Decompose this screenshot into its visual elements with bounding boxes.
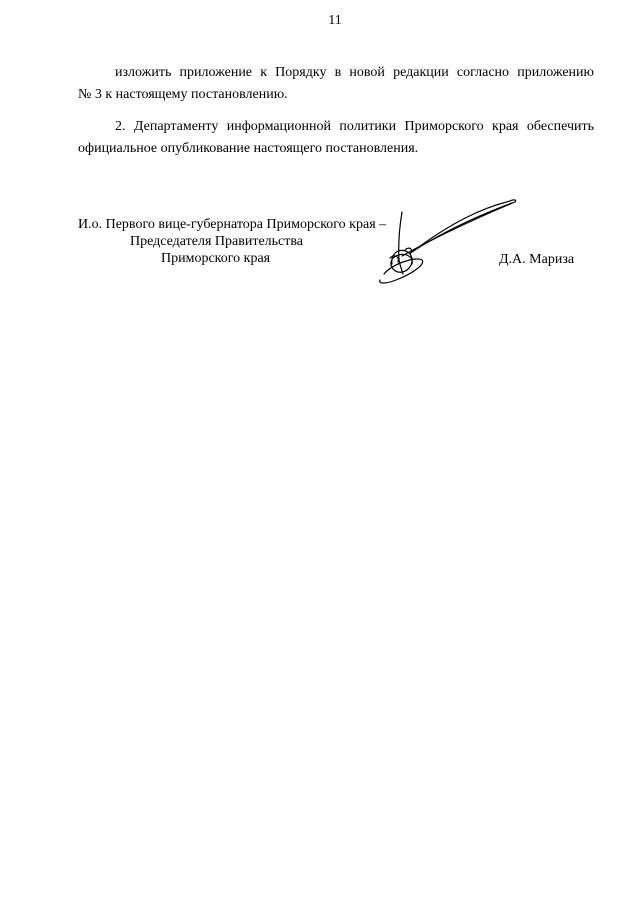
page-number: 11	[328, 13, 342, 28]
signatory-position-line-3: Приморского края	[161, 251, 271, 266]
handwritten-signature	[372, 194, 522, 290]
paragraph-2	[78, 116, 594, 160]
paragraph-2-line-2: официальное опубликование настоящего постановления.	[78, 141, 419, 156]
paragraph-1	[78, 62, 594, 106]
paragraph-1-line-1: изложить приложение к Порядку в новой редакции согласно приложению	[115, 65, 594, 80]
signatory-position-line-2: Председателя Правительства	[130, 234, 304, 249]
signatory-position-line-1: И.о. Первого вице-губернатора Приморского края –	[78, 217, 387, 232]
paragraph-2-line-1: 2. Департаменту информационной политики Приморского края обеспечить	[115, 119, 594, 134]
paragraph-1-line-2: № 3 к настоящему постановлению.	[78, 87, 288, 102]
signatory-name: Д.А. Мариза	[499, 252, 575, 267]
